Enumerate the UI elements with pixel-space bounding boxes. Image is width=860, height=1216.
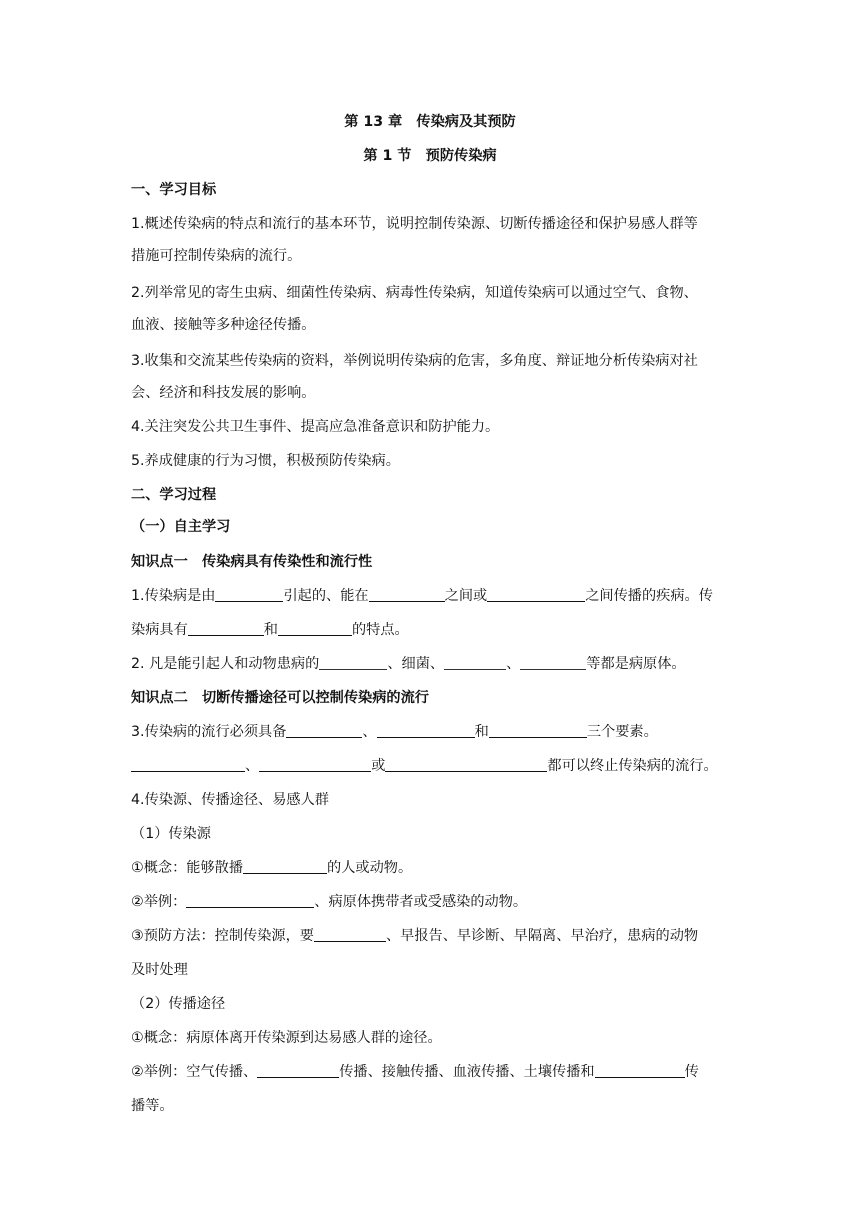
route-example-line-2: 播等。 bbox=[131, 1098, 174, 1114]
subheading-infection-source: （1）传染源 bbox=[131, 826, 211, 842]
q2-text-1: 2. 凡是能引起人和动物患病的 bbox=[131, 656, 320, 672]
goal-2-line-2: 血液、接触等多种途径传播。 bbox=[131, 317, 316, 333]
answer-blank[interactable] bbox=[489, 722, 587, 738]
q1-text-1: 1.传染病是由 bbox=[131, 588, 216, 604]
q1-text-4: 之间传播的疾病。传 bbox=[585, 588, 713, 604]
answer-blank[interactable] bbox=[314, 926, 386, 942]
goal-4: 4.关注突发公共卫生事件、提高应急准备意识和防护能力。 bbox=[131, 419, 500, 435]
answer-blank[interactable] bbox=[520, 654, 586, 670]
goal-5: 5.养成健康的行为习惯，积极预防传染病。 bbox=[131, 453, 400, 469]
answer-blank[interactable] bbox=[377, 722, 475, 738]
heading-learning-goals: 一、学习目标 bbox=[131, 182, 217, 198]
source-concept-text-1: ①概念：能够散播 bbox=[131, 860, 244, 876]
answer-blank[interactable] bbox=[595, 1062, 685, 1078]
chapter-title: 第 13 章 传染病及其预防 bbox=[344, 114, 516, 130]
answer-blank[interactable] bbox=[444, 654, 506, 670]
q2-text-4: 等都是病原体。 bbox=[586, 656, 686, 672]
answer-blank[interactable] bbox=[385, 756, 547, 772]
route-example-line-1 bbox=[131, 1062, 731, 1082]
answer-blank[interactable] bbox=[215, 586, 283, 602]
q2-text-3: 、 bbox=[506, 656, 521, 672]
answer-blank[interactable] bbox=[257, 1062, 339, 1078]
goal-3-line-1: 3.收集和交流某些传染病的资料，举例说明传染病的危害，多角度、辩证地分析传染病对社 bbox=[131, 353, 698, 369]
q1-text-7: 的特点。 bbox=[351, 622, 409, 638]
answer-blank[interactable] bbox=[278, 620, 352, 636]
answer-blank[interactable] bbox=[487, 586, 585, 602]
q3-text-4: 三个要素。 bbox=[586, 724, 658, 740]
source-concept bbox=[131, 858, 731, 878]
subheading-transmission-route: （2）传播途径 bbox=[131, 996, 226, 1012]
question-2 bbox=[131, 654, 731, 674]
source-prevention-text-2: 、早报告、早诊断、早隔离、早治疗，患病的动物 bbox=[385, 928, 699, 944]
q3-text-1: 3.传染病的流行必须具备 bbox=[131, 724, 287, 740]
route-example-text-2: 传播、接触传播、血液传播、土壤传播和 bbox=[339, 1064, 595, 1080]
answer-blank[interactable] bbox=[369, 586, 445, 602]
question-3-line-1 bbox=[131, 722, 731, 742]
q3-text-5: 、 bbox=[245, 758, 260, 774]
route-concept: ①概念：病原体离开传染源到达易感人群的途径。 bbox=[131, 1030, 442, 1046]
answer-blank[interactable] bbox=[259, 756, 371, 772]
q3-text-3: 和 bbox=[474, 724, 489, 740]
goal-1-line-1: 1.概述传染病的特点和流行的基本环节，说明控制传染源、切断传播途径和保护易感人群等 bbox=[131, 216, 698, 232]
answer-blank[interactable] bbox=[286, 722, 362, 738]
route-example-text-3: 传 bbox=[684, 1064, 699, 1080]
section-title: 第 1 节 预防传染病 bbox=[363, 148, 497, 164]
heading-self-study: （一）自主学习 bbox=[131, 519, 231, 535]
question-1-line-1 bbox=[131, 586, 731, 606]
source-example bbox=[131, 892, 731, 912]
question-3-line-2 bbox=[131, 756, 731, 776]
source-concept-text-2: 的人或动物。 bbox=[327, 860, 413, 876]
knowledge-point-2: 知识点二 切断传播途径可以控制传染病的流行 bbox=[131, 690, 429, 706]
answer-blank[interactable] bbox=[319, 654, 387, 670]
knowledge-point-1: 知识点一 传染病具有传染性和流行性 bbox=[131, 554, 373, 570]
goal-3-line-2: 会、经济和科技发展的影响。 bbox=[131, 385, 316, 401]
q1-text-6: 和 bbox=[263, 622, 278, 638]
answer-blank[interactable] bbox=[243, 858, 327, 874]
q1-text-5: 染病具有 bbox=[131, 622, 188, 638]
question-1-line-2 bbox=[131, 620, 731, 640]
q1-text-2: 引起的、能在 bbox=[283, 588, 369, 604]
source-prevention-line-1 bbox=[131, 926, 731, 946]
source-prevention-text-1: ③预防方法：控制传染源，要 bbox=[131, 928, 314, 944]
source-example-text-2: 、病原体携带者或受感染的动物。 bbox=[314, 894, 528, 910]
answer-blank[interactable] bbox=[186, 892, 314, 908]
heading-learning-process: 二、学习过程 bbox=[131, 487, 217, 503]
goal-1-line-2: 措施可控制传染病的流行。 bbox=[131, 248, 302, 264]
q1-text-3: 之间或 bbox=[444, 588, 488, 604]
q2-text-2: 、细菌、 bbox=[387, 656, 445, 672]
answer-blank[interactable] bbox=[131, 756, 245, 772]
route-example-text-1: ②举例：空气传播、 bbox=[131, 1064, 258, 1080]
q3-text-7: 都可以终止传染病的流行。 bbox=[547, 758, 718, 774]
q3-text-6: 或 bbox=[371, 758, 386, 774]
source-prevention-line-2: 及时处理 bbox=[131, 962, 188, 978]
q3-text-2: 、 bbox=[362, 724, 377, 740]
question-4: 4.传染源、传播途径、易感人群 bbox=[131, 792, 329, 808]
answer-blank[interactable] bbox=[188, 620, 264, 636]
goal-2-line-1: 2.列举常见的寄生虫病、细菌性传染病、病毒性传染病，知道传染病可以通过空气、食物、 bbox=[131, 285, 698, 301]
source-example-text-1: ②举例： bbox=[131, 894, 187, 910]
